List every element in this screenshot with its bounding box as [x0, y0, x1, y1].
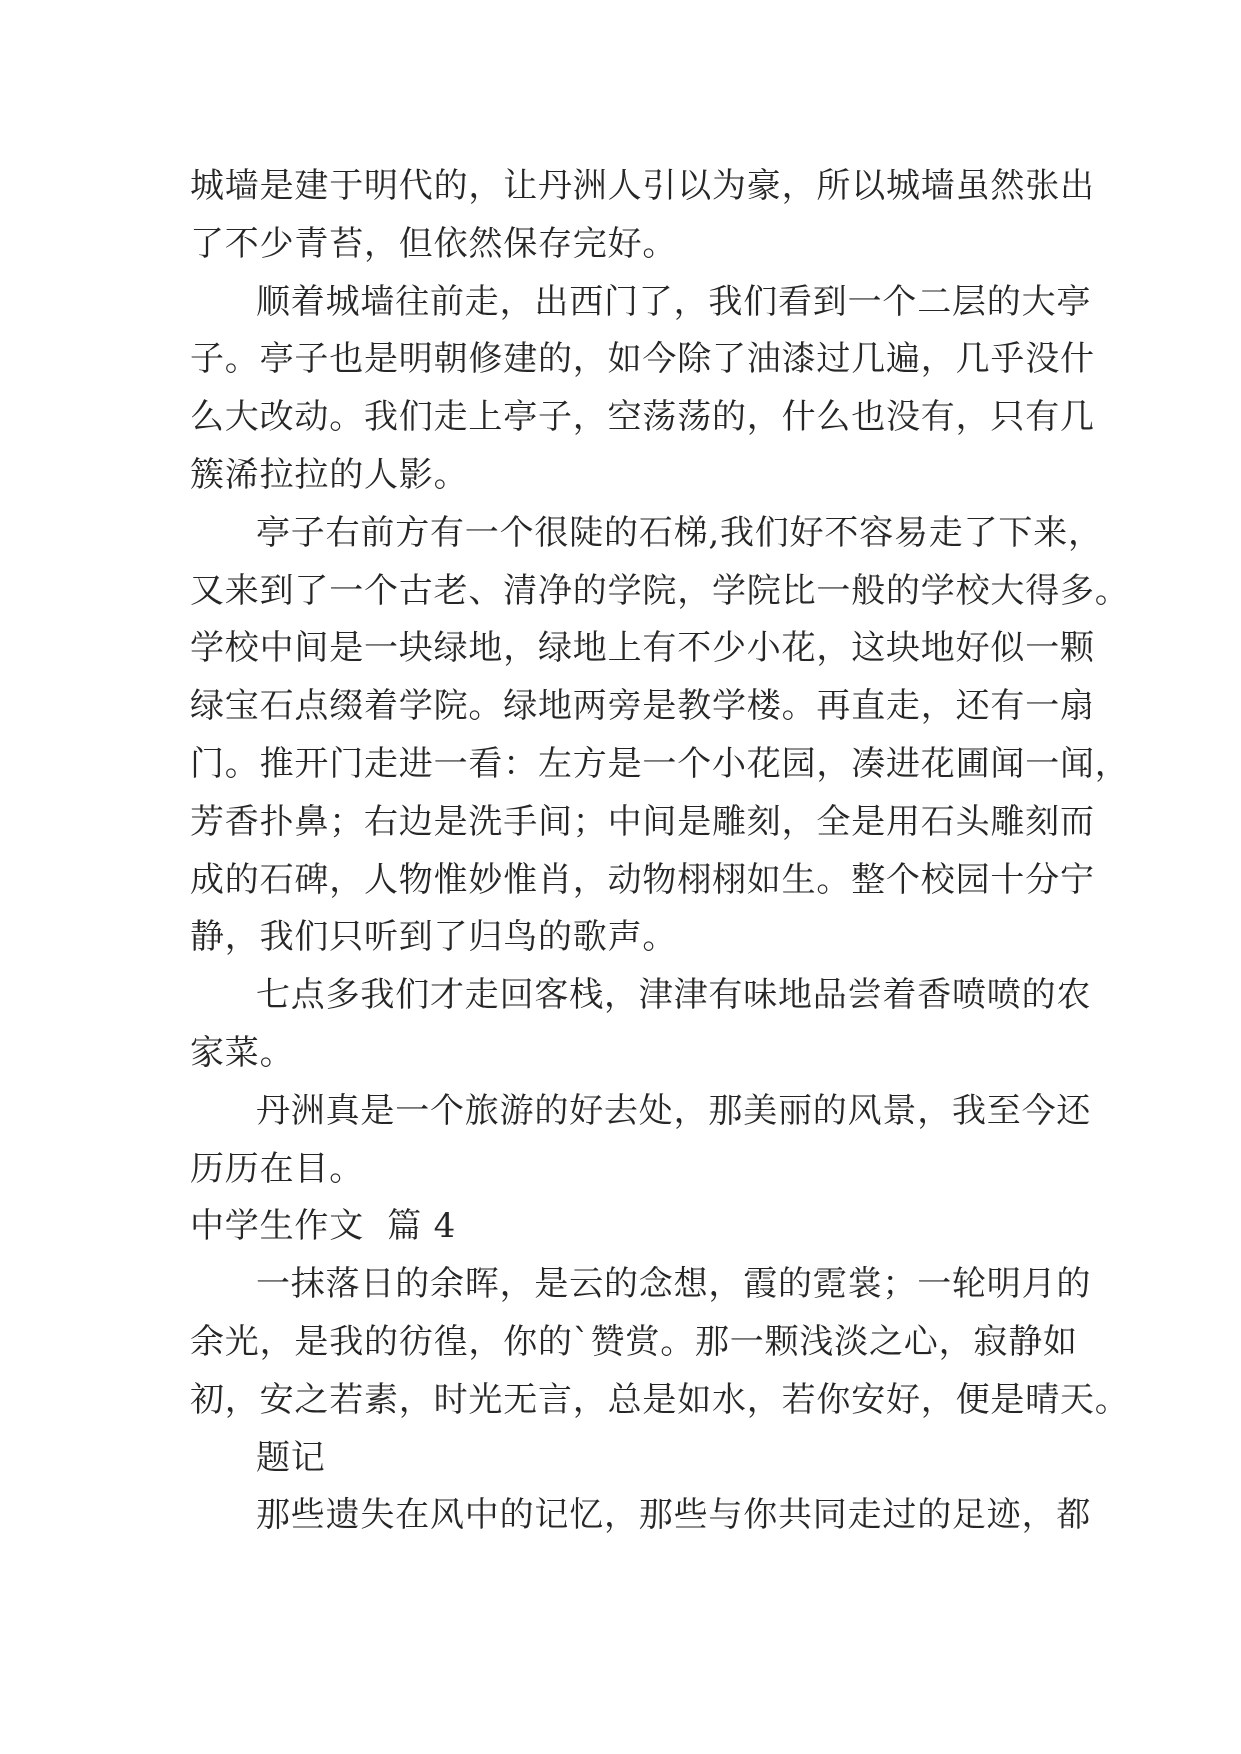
- text-line: 七点多我们才走回客栈，津津有味地品尝着香喷喷的农: [256, 975, 1092, 1016]
- text-line: 题记: [256, 1437, 326, 1478]
- text-line: 城墙是建于明代的，让丹洲人引以为豪，所以城墙虽然张出: [190, 166, 1095, 206]
- text-line: 芳香扑鼻；右边是洗手间；中间是雕刻，全是用石头雕刻而: [190, 801, 1095, 842]
- section-heading: 中学生作文 篇 4: [190, 1206, 457, 1247]
- text-line: 丹洲真是一个旅游的好去处，那美丽的风景，我至今还: [256, 1090, 1092, 1131]
- paragraph: [190, 1256, 1130, 1429]
- paragraph: [190, 1487, 1092, 1545]
- paragraph: [190, 274, 1095, 505]
- text-line: 初，安之若素，时光无言，总是如水，若你安好，便是晴天。: [190, 1379, 1130, 1420]
- paragraph: [190, 158, 1095, 274]
- text-line: 门。推开门走进一看：左方是一个小花园，凑进花圃闻一闻，: [190, 743, 1130, 784]
- text-line: 成的石碑，人物惟妙惟肖，动物栩栩如生。整个校园十分宁: [190, 859, 1095, 900]
- text-line: 簇浠拉拉的人影。: [190, 454, 469, 495]
- text-line: 亭子右前方有一个很陡的石梯,我们好不容易走了下来，: [256, 512, 1103, 553]
- document-page: [190, 158, 1130, 1545]
- text-line: 一抹落日的余晖，是云的念想，霞的霓裳；一轮明月的: [256, 1264, 1092, 1305]
- text-line: 顺着城墙往前走，出西门了，我们看到一个二层的大亭: [256, 281, 1092, 322]
- text-line: 那些遗失在风中的记忆，那些与你共同走过的足迹，都: [256, 1495, 1092, 1536]
- text-line: 家菜。: [190, 1032, 295, 1073]
- text-line: 么大改动。我们走上亭子，空荡荡的，什么也没有，只有几: [190, 397, 1095, 438]
- text-line: 了不少青苔，但依然保存完好。: [190, 223, 678, 264]
- paragraph: [190, 1430, 1052, 1488]
- text-line: 绿宝石点缀着学院。绿地两旁是教学楼。再直走，还有一扇: [190, 686, 1095, 727]
- text-line: 静，我们只听到了归鸟的歌声。: [190, 917, 678, 958]
- text-line: 子。亭子也是明朝修建的，如今除了油漆过几遍，几乎没什: [190, 339, 1095, 380]
- text-line: 又来到了一个古老、清净的学院，学院比一般的学校大得多。: [190, 570, 1130, 611]
- paragraph: [190, 1083, 1092, 1199]
- paragraph: [190, 505, 1130, 967]
- text-line: 学校中间是一块绿地，绿地上有不少小花，这块地好似一颗: [190, 628, 1095, 669]
- paragraph: [190, 967, 1092, 1083]
- text-line: 余光，是我的彷徨，你的`赞赏。那一颗浅淡之心，寂静如: [190, 1321, 1078, 1362]
- text-line: 历历在目。: [190, 1148, 364, 1189]
